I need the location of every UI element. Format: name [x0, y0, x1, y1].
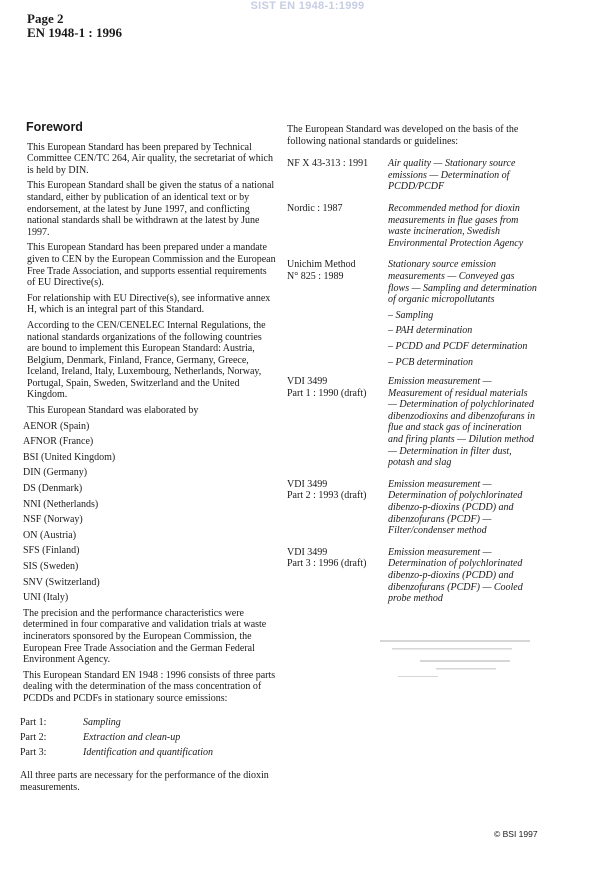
reference-id-line: Unichim Method	[287, 259, 356, 271]
foreword-paragraph: For relationship with EU Directive(s), see informative annex H, which is an integral part of this Standard.	[27, 292, 271, 316]
reference-id-line: Part 1 : 1990 (draft)	[287, 387, 367, 399]
organization-item: DS (Denmark)	[23, 483, 83, 495]
organization-item: SIS (Sweden)	[23, 561, 79, 572]
foreword-paragraph: This European Standard shall be given the status of a national standard, either by publication of an identical text or by endorsement, at the latest by June 1997, and conflicting national standards shall be withdrawn at the latest by June 1997.	[27, 180, 275, 238]
reference-subitem: – Sampling	[388, 309, 434, 321]
references-intro: The European Standard was developed on the basis of the following national standards or guidelines:	[287, 124, 519, 147]
reference-id-line: VDI 3499	[287, 478, 328, 490]
foreword-paragraph: This European Standard has been prepared by Technical Committee CEN/TC 264, Air quality, the secretariat of which is held by DIN.	[27, 141, 273, 176]
foreword-paragraph: This European Standard EN 1948 : 1996 consists of three parts dealing with the determination of the mass concentration of PCDDs and PCDFs in stationary source emissions:	[23, 669, 276, 704]
part-description: Extraction and clean-up	[83, 731, 181, 743]
reference-id: Nordic : 1987	[287, 202, 343, 214]
part-label: Part 3:	[20, 746, 47, 758]
organization-item: BSI (United Kingdom)	[23, 451, 116, 463]
organization-item: AFNOR (France)	[23, 436, 94, 448]
reference-description: Stationary source emission measurements — Conveyed gas flows — Sampling and determination of organic micropollutants	[388, 259, 537, 306]
part-description: Identification and quantification	[83, 746, 213, 758]
foreword-paragraph: According to the CEN/CENELEC Internal Regulations, the national standards organizations of the following countries are bound to implement this European Standard: Austria, Belgium, Denmark, Finland, France, Germany, Greece, Iceland, Ireland, Italy, Luxembourg, Netherlands, Norway, Portugal, Spain, Sweden, Switzerland and the United Kingdom.	[27, 319, 266, 401]
organization-item: UNI (Italy)	[23, 592, 69, 604]
foreword-paragraph: This European Standard was elaborated by	[27, 405, 199, 417]
reference-id-line: VDI 3499	[287, 376, 328, 388]
reference-id: NF X 43-313 : 1991	[287, 158, 369, 170]
part-description: Sampling	[83, 716, 121, 728]
reference-description: Recommended method for dioxin measurements in flue gases from waste incineration, Swedish Environmental Protection Agency	[388, 202, 524, 249]
reference-description: Emission measurement — Determination of polychlorinated dibenzo-p-dioxins (PCDD) and dibenzofurans (PCDF) — Filter/condenser method	[388, 478, 523, 537]
watermark: SIST EN 1948-1:1999	[250, 0, 365, 12]
reference-id-line: VDI 3499	[287, 546, 328, 558]
reference-description: Emission measurement — Determination of polychlorinated dibenzo-p-dioxins (PCDD) and dibenzofurans (PCDF) — Cooled probe method	[388, 546, 523, 605]
organization-item: DIN (Germany)	[23, 467, 88, 479]
reference-description: Air quality — Stationary source emissions — Determination of PCDD/PCDF	[388, 158, 516, 193]
reference-subitem: – PCDD and PCDF determination	[388, 340, 528, 352]
foreword-heading: Foreword	[26, 120, 83, 134]
page-number: Page 2	[27, 11, 64, 26]
standard-number: EN 1948-1 : 1996	[27, 25, 122, 40]
organization-item: ON (Austria)	[23, 529, 77, 541]
organization-item: NSF (Norway)	[23, 514, 83, 526]
organization-item: SFS (Finland)	[23, 545, 80, 557]
foreword-paragraph: The precision and the performance characteristics were determined in four comparative and validation trials at waste incinerators sponsored by the European Commission, the European Free Trade Association and the German Federal Environment Agency.	[23, 607, 267, 666]
foreword-paragraph: This European Standard has been prepared under a mandate given to CEN by the European Commission and the European Free Trade Association, and supports essential requirements of EU Directive(s).	[27, 242, 276, 289]
reference-id-line: Part 2 : 1993 (draft)	[287, 490, 367, 502]
part-label: Part 1:	[20, 716, 47, 728]
closing-paragraph: All three parts are necessary for the performance of the dioxin measurements.	[20, 770, 269, 793]
organization-item: NNI (Netherlands)	[23, 498, 99, 510]
copyright: © BSI 1997	[494, 829, 538, 839]
reference-id-line: Part 3 : 1996 (draft)	[287, 558, 367, 570]
organization-item: SNV (Switzerland)	[23, 576, 100, 588]
reference-subitem: – PAH determination	[388, 325, 473, 337]
organization-item: AENOR (Spain)	[23, 420, 90, 432]
reference-description: Emission measurement — Measurement of residual materials — Determination of polychlorinated dibenzodioxins and dibenzofurans in flue and stack gas of incineration and firing plants — Dilution method — Determination in filter dust, potash and slag	[388, 376, 535, 469]
part-label: Part 2:	[20, 731, 47, 743]
reference-subitem: – PCB determination	[388, 356, 473, 368]
reference-id-line: N° 825 : 1989	[287, 270, 344, 282]
